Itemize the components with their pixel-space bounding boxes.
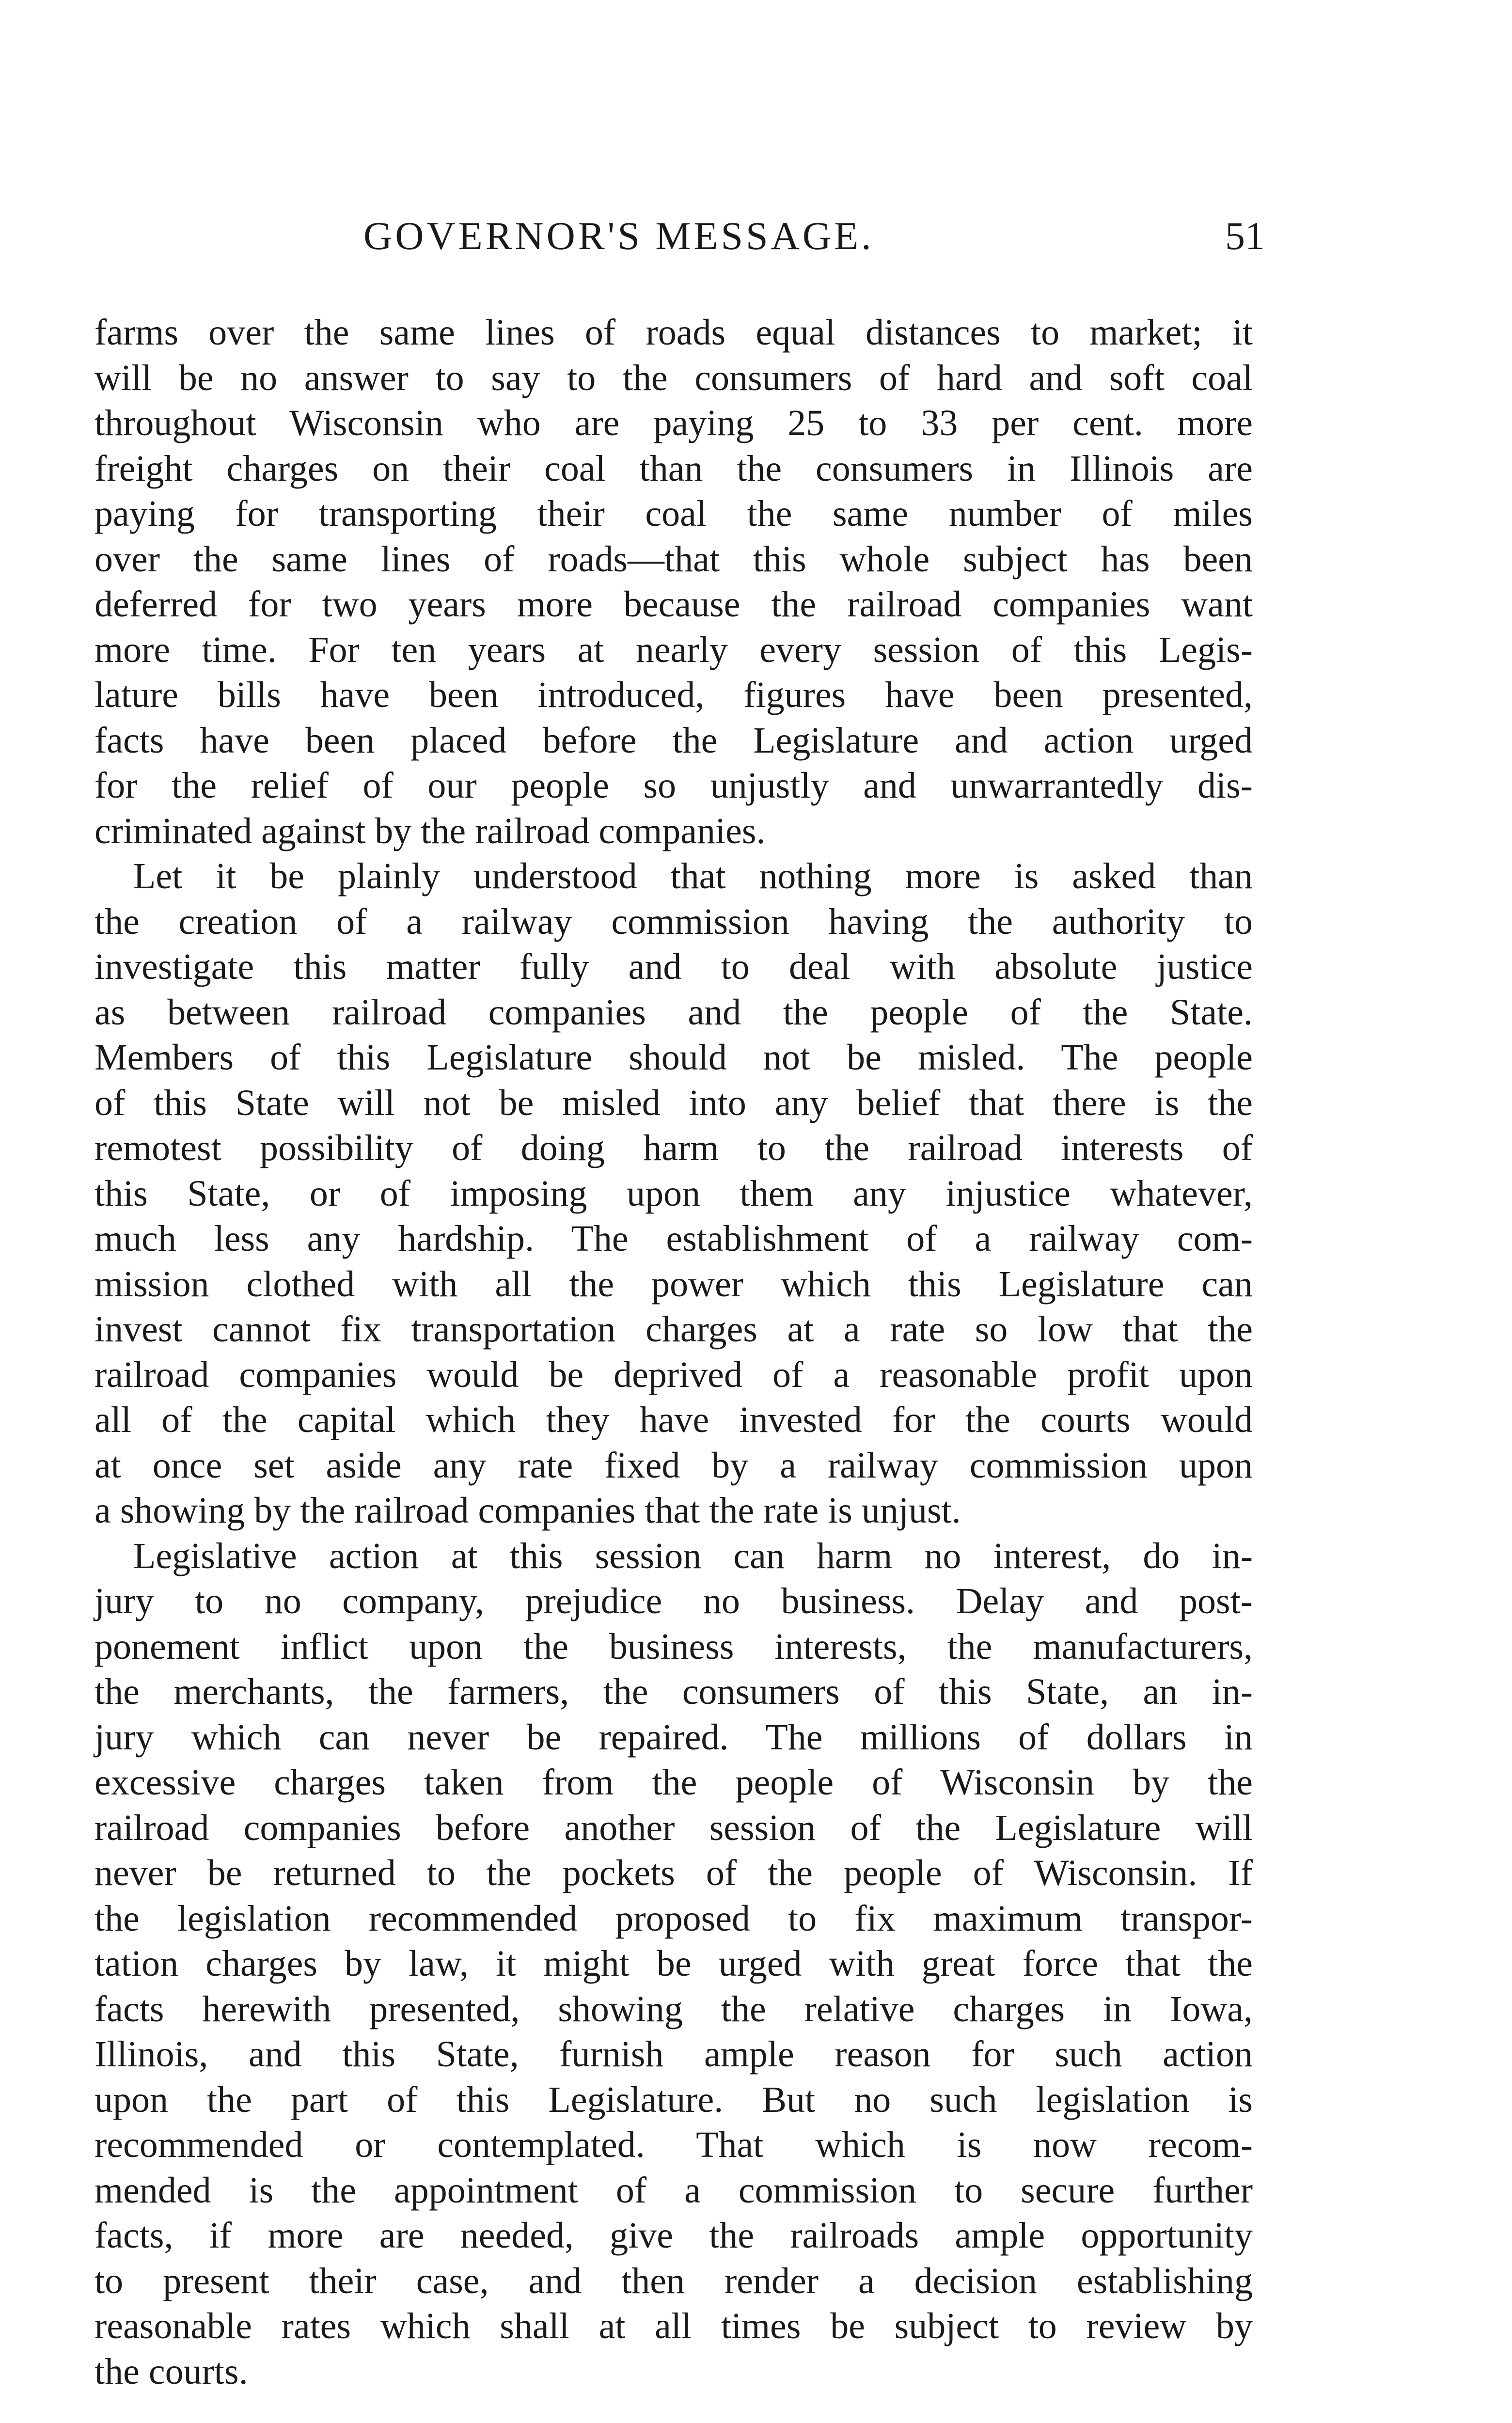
text-line: facts, if more are needed, give the railroads ample opportunity — [94, 2215, 1253, 2256]
text-line: investigate this matter fully and to deal with absolute justice — [94, 946, 1253, 987]
text-line: for the relief of our people so unjustly and unwarrantedly dis- — [94, 765, 1253, 806]
paragraph — [94, 854, 1253, 1534]
text-line: to present their case, and then render a decision establishing — [94, 2260, 1253, 2301]
paragraph — [94, 1534, 1253, 2395]
text-line: Let it be plainly understood that nothing more is asked than — [133, 856, 1253, 897]
text-line: invest cannot fix transportation charges at a rate so low that the — [94, 1309, 1253, 1350]
text-line: reasonable rates which shall at all times be subject to review by — [94, 2306, 1253, 2346]
text-line: farms over the same lines of roads equal distances to market; it — [94, 312, 1253, 353]
text-line: railroad companies would be deprived of a reasonable profit upon — [94, 1354, 1253, 1395]
text-line: the legislation recommended proposed to fix maximum transpor- — [94, 1898, 1253, 1939]
text-line: paying for transporting their coal the same number of miles — [94, 493, 1253, 534]
text-line: criminated against by the railroad companies. — [94, 810, 766, 851]
text-line: this State, or of imposing upon them any injustice whatever, — [94, 1173, 1253, 1214]
text-line: a showing by the railroad companies that the rate is unjust. — [94, 1490, 961, 1531]
text-line: mission clothed with all the power which this Legislature can — [94, 1263, 1253, 1305]
text-line: lature bills have been introduced, figures have been presented, — [94, 675, 1253, 715]
text-line: over the same lines of roads—that this whole subject has been — [94, 538, 1253, 580]
text-line: deferred for two years more because the railroad companies want — [94, 584, 1253, 625]
text-line: will be no answer to say to the consumers of hard and soft coal — [94, 357, 1253, 398]
text-line: railroad companies before another session of the Legislature will — [94, 1807, 1253, 1848]
text-line: facts have been placed before the Legislature and action urged — [94, 720, 1253, 761]
text-line: Legislative action at this session can harm no interest, do in- — [133, 1535, 1253, 1576]
text-line: the courts. — [94, 2351, 248, 2392]
text-line: the creation of a railway commission having the authority to — [94, 901, 1253, 942]
text-line: throughout Wisconsin who are paying 25 to 33 per cent. more — [94, 403, 1253, 443]
text-line: remotest possibility of doing harm to the railroad interests of — [94, 1128, 1253, 1168]
text-line: Illinois, and this State, furnish ample reason for such action — [94, 2034, 1253, 2075]
paragraph — [94, 310, 1253, 854]
body-text — [94, 310, 1253, 2394]
text-line: the merchants, the farmers, the consumers of this State, an in- — [94, 1671, 1253, 1712]
page-number: 51 — [1225, 214, 1265, 258]
running-head — [92, 213, 1265, 271]
text-line: much less any hardship. The establishment of a railway com- — [94, 1218, 1253, 1259]
running-title: GOVERNOR'S MESSAGE. — [363, 214, 874, 258]
text-line: at once set aside any rate fixed by a railway commission upon — [94, 1445, 1253, 1486]
text-line: Members of this Legislature should not be misled. The people — [94, 1037, 1253, 1078]
text-line: tation charges by law, it might be urged with great force that the — [94, 1943, 1253, 1984]
text-line: jury to no company, prejudice no business. Delay and post- — [94, 1581, 1253, 1621]
text-line: ponement inflict upon the business interests, the manufacturers, — [94, 1626, 1253, 1667]
text-line: facts herewith presented, showing the relative charges in Iowa, — [94, 1988, 1253, 2030]
text-line: as between railroad companies and the people of the State. — [94, 991, 1253, 1033]
text-line: more time. For ten years at nearly every session of this Legis- — [94, 629, 1253, 670]
text-line: all of the capital which they have invested for the courts would — [94, 1400, 1253, 1440]
text-line: never be returned to the pockets of the people of Wisconsin. If — [94, 1853, 1253, 1893]
text-line: freight charges on their coal than the consumers in Illinois are — [94, 448, 1253, 489]
text-line: jury which can never be repaired. The millions of dollars in — [94, 1716, 1253, 1758]
text-line: recommended or contemplated. That which is now recom- — [94, 2124, 1253, 2165]
text-line: upon the part of this Legislature. But no such legislation is — [94, 2079, 1253, 2120]
text-line: excessive charges taken from the people of Wisconsin by the — [94, 1762, 1253, 1803]
text-line: of this State will not be misled into any belief that there is the — [94, 1082, 1253, 1123]
text-line: mended is the appointment of a commission to secure further — [94, 2170, 1253, 2211]
